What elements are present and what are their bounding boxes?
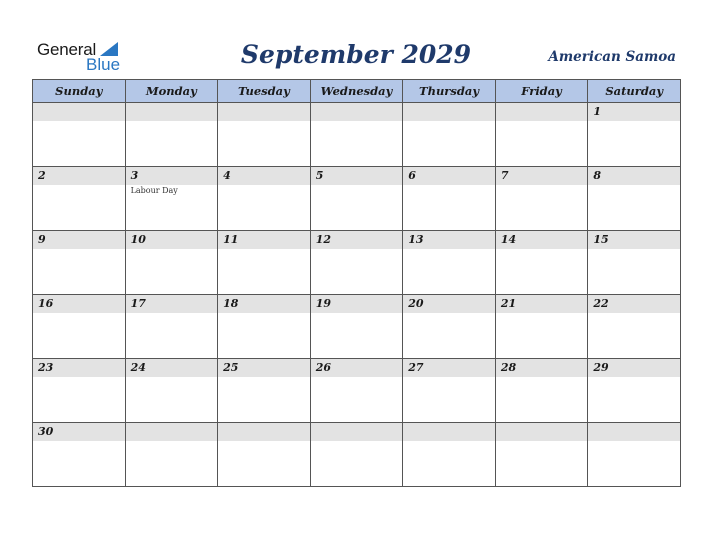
day-cell — [588, 359, 681, 423]
week-row — [33, 167, 681, 231]
day-number-strip — [311, 167, 403, 185]
day-number-strip — [126, 295, 218, 313]
logo-text-general: General — [37, 40, 97, 59]
day-number — [33, 103, 125, 105]
day-cell — [125, 423, 218, 487]
day-cell — [125, 167, 218, 231]
week-row — [33, 359, 681, 423]
day-number-strip — [311, 103, 403, 121]
logo-text-blue: Blue — [86, 55, 121, 74]
day-number — [496, 103, 588, 105]
holiday-label: Labour Day — [130, 186, 178, 195]
day-cell — [588, 295, 681, 359]
day-cell — [495, 359, 588, 423]
day-number: 30 — [38, 425, 54, 438]
day-number — [218, 423, 310, 425]
day-cell — [495, 167, 588, 231]
day-number-strip — [496, 167, 588, 185]
week-row — [33, 423, 681, 487]
day-number: 11 — [223, 233, 239, 246]
week-row — [33, 295, 681, 359]
day-number: 25 — [223, 361, 239, 374]
day-number: 12 — [315, 233, 331, 246]
day-number-strip — [126, 167, 218, 185]
day-cell — [33, 423, 126, 487]
day-number-strip — [403, 231, 495, 249]
day-number: 10 — [130, 233, 146, 246]
day-number: 8 — [593, 169, 602, 182]
day-cell — [495, 295, 588, 359]
day-number-strip — [311, 359, 403, 377]
day-cell — [495, 231, 588, 295]
day-cell — [33, 167, 126, 231]
day-number: 5 — [315, 169, 324, 182]
day-number-strip — [126, 231, 218, 249]
day-number: 7 — [500, 169, 509, 182]
day-number: 4 — [223, 169, 231, 182]
day-number-strip — [33, 103, 125, 121]
day-cell — [125, 295, 218, 359]
day-cell — [403, 423, 496, 487]
day-cell — [495, 423, 588, 487]
day-number-strip — [218, 231, 310, 249]
day-cell — [125, 103, 218, 167]
day-cell — [125, 359, 218, 423]
day-cell — [310, 295, 403, 359]
day-cell — [310, 359, 403, 423]
day-number-strip — [496, 359, 588, 377]
day-number-strip — [588, 359, 680, 377]
day-number — [403, 103, 495, 105]
day-number: 28 — [500, 361, 517, 374]
day-number: 24 — [130, 361, 146, 374]
day-number: 16 — [38, 297, 54, 310]
day-number-strip — [588, 423, 680, 441]
weekday-header: Saturday — [588, 80, 681, 103]
day-number — [311, 423, 403, 425]
weekday-header: Tuesday — [218, 80, 311, 103]
day-number-strip — [403, 359, 495, 377]
day-cell — [125, 231, 218, 295]
day-number-strip — [588, 103, 680, 121]
day-cell — [310, 167, 403, 231]
day-cell — [588, 103, 681, 167]
day-number — [311, 103, 403, 105]
day-cell — [218, 359, 311, 423]
region-label: American Samoa — [548, 49, 676, 65]
day-number-strip — [403, 103, 495, 121]
day-number: 17 — [130, 297, 146, 310]
day-number-strip — [33, 423, 125, 441]
day-number-strip — [126, 103, 218, 121]
day-cell — [403, 167, 496, 231]
day-number-strip — [311, 231, 403, 249]
day-number — [126, 103, 218, 105]
calendar-grid — [32, 79, 681, 487]
weekday-header: Monday — [125, 80, 218, 103]
weekday-header: Sunday — [33, 80, 126, 103]
day-number: 27 — [408, 361, 424, 374]
day-cell — [310, 423, 403, 487]
weekday-header: Wednesday — [310, 80, 403, 103]
day-number: 3 — [130, 169, 139, 182]
weekday-header: Thursday — [403, 80, 496, 103]
day-number-strip — [403, 167, 495, 185]
day-number-strip — [218, 103, 310, 121]
day-number-strip — [403, 295, 495, 313]
day-number: 2 — [38, 169, 46, 182]
day-cell — [218, 295, 311, 359]
week-row — [33, 231, 681, 295]
day-cell — [403, 231, 496, 295]
weekday-header: Friday — [495, 80, 588, 103]
day-number-strip — [218, 295, 310, 313]
day-number: 19 — [315, 297, 331, 310]
day-number-strip — [403, 423, 495, 441]
day-number-strip — [33, 295, 125, 313]
day-number — [403, 423, 495, 425]
day-number-strip — [33, 167, 125, 185]
day-cell — [33, 103, 126, 167]
day-cell — [33, 231, 126, 295]
day-number: 26 — [315, 361, 331, 374]
calendar-title: September 2029 — [240, 40, 472, 69]
day-number-strip — [126, 423, 218, 441]
day-cell — [310, 103, 403, 167]
day-number-strip — [218, 167, 310, 185]
day-number: 14 — [500, 233, 517, 246]
day-number-strip — [496, 295, 588, 313]
day-number-strip — [218, 423, 310, 441]
day-number-strip — [496, 103, 588, 121]
day-cell — [33, 295, 126, 359]
day-cell — [218, 167, 311, 231]
day-cell — [33, 359, 126, 423]
day-number-strip — [496, 231, 588, 249]
day-number-strip — [218, 359, 310, 377]
day-number: 6 — [408, 169, 416, 182]
day-number: 18 — [223, 297, 239, 310]
weekday-header-row — [33, 80, 681, 103]
day-cell — [310, 231, 403, 295]
week-row — [33, 103, 681, 167]
day-number-strip — [311, 423, 403, 441]
day-number: 23 — [38, 361, 54, 374]
day-number-strip — [33, 231, 125, 249]
day-cell — [403, 359, 496, 423]
day-cell — [588, 423, 681, 487]
day-cell — [218, 423, 311, 487]
day-cell — [218, 103, 311, 167]
day-number — [218, 103, 310, 105]
day-number — [588, 423, 680, 425]
day-number: 15 — [593, 233, 609, 246]
day-cell — [403, 295, 496, 359]
day-number: 20 — [408, 297, 424, 310]
day-number: 29 — [593, 361, 609, 374]
day-number-strip — [588, 167, 680, 185]
day-number — [496, 423, 588, 425]
day-number: 9 — [38, 233, 46, 246]
day-number-strip — [496, 423, 588, 441]
day-number: 22 — [593, 297, 609, 310]
day-cell — [495, 103, 588, 167]
day-number-strip — [126, 359, 218, 377]
day-number-strip — [33, 359, 125, 377]
calendar-body — [33, 103, 681, 487]
day-number-strip — [311, 295, 403, 313]
day-number — [126, 423, 218, 425]
day-cell — [588, 231, 681, 295]
day-cell — [218, 231, 311, 295]
day-number-strip — [588, 295, 680, 313]
day-cell — [588, 167, 681, 231]
day-number: 13 — [408, 233, 424, 246]
day-number: 21 — [500, 297, 517, 310]
day-number: 1 — [593, 105, 602, 118]
day-cell — [403, 103, 496, 167]
day-number-strip — [588, 231, 680, 249]
